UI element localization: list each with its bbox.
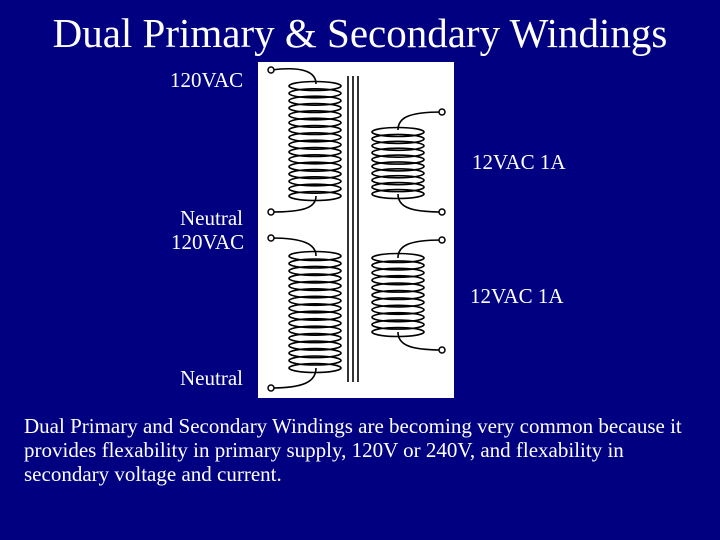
secondary-winding-2 — [372, 254, 424, 337]
secondary-2-label: 12VAC 1A — [470, 284, 564, 308]
primary-2-label: 120VAC — [171, 230, 245, 254]
primary-winding-1 — [289, 82, 341, 201]
terminal-p1-bottom — [268, 209, 274, 215]
secondary-2-leads — [398, 240, 442, 350]
terminal-s2-top — [439, 237, 445, 243]
neutral-1-label: Neutral — [180, 206, 243, 230]
primary-1-label: 120VAC — [170, 68, 244, 92]
transformer-schematic — [258, 62, 454, 398]
transformer-diagram — [258, 62, 454, 398]
terminal-p2-bottom — [268, 385, 274, 391]
secondary-1-label: 12VAC 1A — [472, 150, 566, 174]
primary-winding-2 — [289, 252, 341, 373]
slide-title: Dual Primary & Secondary Windings — [52, 10, 668, 56]
caption-text: Dual Primary and Secondary Windings are becoming very common because it provides flexability in primary supply, 120V or 240V, and flexability in secondary voltage and current. — [24, 414, 682, 486]
terminal-s1-bottom — [439, 209, 445, 215]
core-lines — [348, 76, 358, 382]
terminal-s2-bottom — [439, 347, 445, 353]
neutral-2-label: Neutral — [180, 366, 243, 390]
terminal-s1-top — [439, 109, 445, 115]
terminal-p2-top — [268, 235, 274, 241]
secondary-winding-1 — [372, 128, 424, 199]
terminal-p1-top — [268, 67, 274, 73]
